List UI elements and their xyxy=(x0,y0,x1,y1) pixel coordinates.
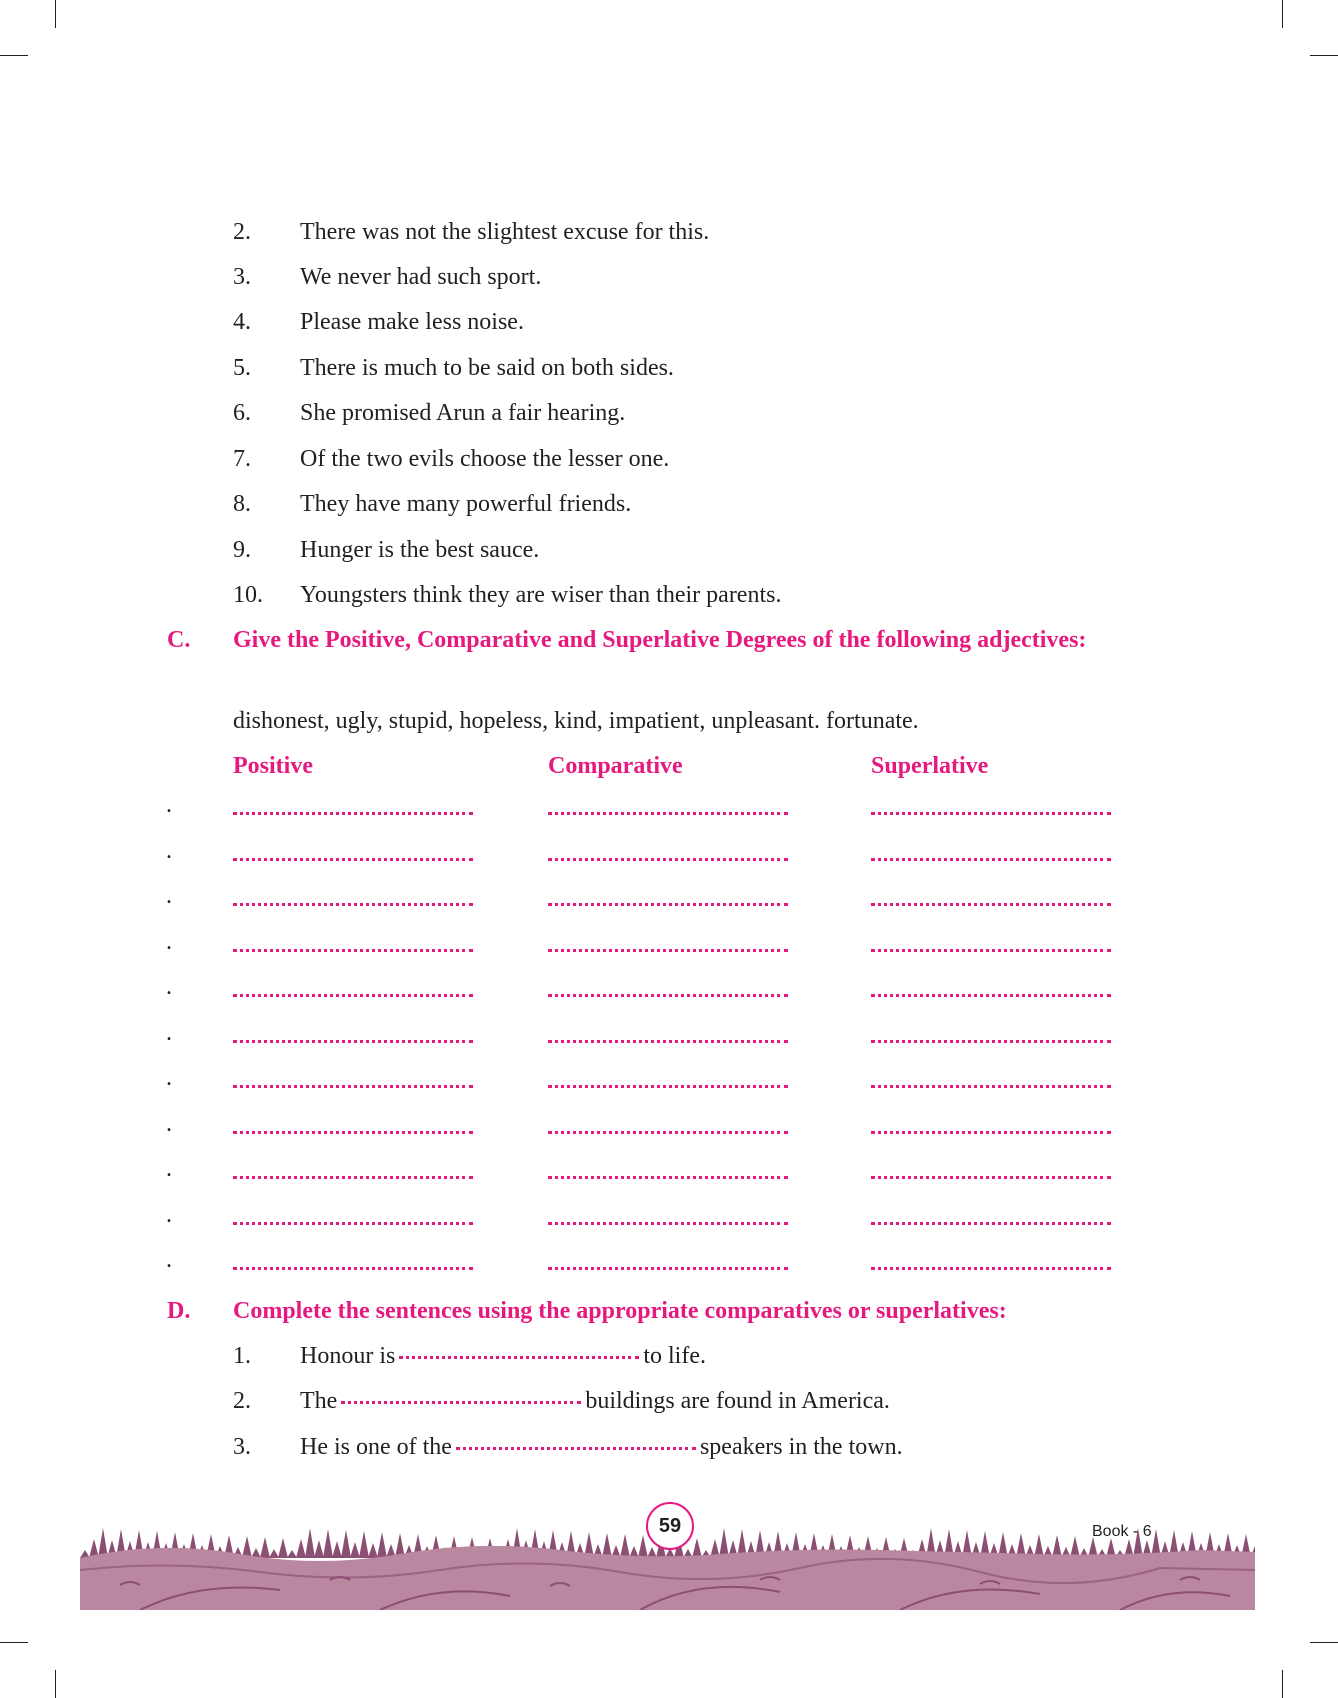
row-marker: . xyxy=(166,792,172,818)
comparative-blank[interactable] xyxy=(548,1222,788,1225)
row-marker: . xyxy=(166,883,172,909)
superlative-blank[interactable] xyxy=(871,1222,1111,1225)
tree-shape xyxy=(296,1539,306,1558)
positive-blank[interactable] xyxy=(233,994,473,997)
comparative-blank[interactable] xyxy=(548,812,788,815)
comparative-blank[interactable] xyxy=(548,1085,788,1088)
superlative-blank[interactable] xyxy=(871,903,1111,906)
tree-shape xyxy=(269,1549,279,1558)
row-marker: . xyxy=(166,1247,172,1273)
superlative-blank[interactable] xyxy=(871,858,1111,861)
answer-blank[interactable] xyxy=(456,1447,696,1450)
book-label: Book - 6 xyxy=(1092,1523,1152,1540)
tree-shape xyxy=(287,1550,297,1558)
superlative-blank[interactable] xyxy=(871,812,1111,815)
crop-mark xyxy=(0,1642,28,1643)
positive-blank[interactable] xyxy=(233,949,473,952)
comparative-blank[interactable] xyxy=(548,1131,788,1134)
row-marker: . xyxy=(166,1065,172,1091)
crop-mark xyxy=(1282,0,1283,28)
comparative-blank[interactable] xyxy=(548,1267,788,1270)
tree-shape xyxy=(602,1533,612,1558)
superlative-blank[interactable] xyxy=(871,1040,1111,1043)
crop-mark xyxy=(55,1670,56,1698)
positive-blank[interactable] xyxy=(233,812,473,815)
positive-blank[interactable] xyxy=(233,1222,473,1225)
tree-shape xyxy=(350,1542,360,1558)
positive-blank[interactable] xyxy=(233,903,473,906)
crop-mark xyxy=(1282,1670,1283,1698)
crop-mark xyxy=(0,55,28,56)
comparative-blank[interactable] xyxy=(548,858,788,861)
row-marker: . xyxy=(166,1156,172,1182)
row-marker: . xyxy=(166,1019,172,1046)
positive-blank[interactable] xyxy=(233,858,473,861)
tree-shape xyxy=(323,1529,333,1558)
comparative-blank[interactable] xyxy=(548,1040,788,1043)
tree-shape xyxy=(260,1537,270,1558)
header-superlative: Superlative xyxy=(871,753,989,779)
answer-blank[interactable] xyxy=(399,1356,639,1359)
tree-shape xyxy=(692,1538,702,1558)
tree-shape xyxy=(341,1530,351,1558)
row-marker: . xyxy=(166,928,172,955)
row-marker: . xyxy=(166,837,172,864)
tree-shape xyxy=(332,1541,342,1558)
row-marker: . xyxy=(166,974,172,1000)
positive-blank[interactable] xyxy=(233,1085,473,1088)
tree-shape xyxy=(278,1538,288,1558)
answer-blank[interactable] xyxy=(341,1401,581,1404)
positive-blank[interactable] xyxy=(233,1267,473,1270)
superlative-blank[interactable] xyxy=(871,1176,1111,1179)
row-marker: . xyxy=(166,1110,172,1137)
crop-mark xyxy=(1310,1642,1338,1643)
superlative-blank[interactable] xyxy=(871,1267,1111,1270)
tree-shape xyxy=(638,1535,648,1558)
crop-mark xyxy=(1310,55,1338,56)
positive-blank[interactable] xyxy=(233,1176,473,1179)
superlative-blank[interactable] xyxy=(871,994,1111,997)
header-positive: Positive xyxy=(233,753,313,779)
tree-shape xyxy=(305,1528,315,1558)
superlative-blank[interactable] xyxy=(871,1085,1111,1088)
comparative-blank[interactable] xyxy=(548,949,788,952)
row-marker: . xyxy=(166,1201,172,1228)
tree-shape xyxy=(620,1534,630,1558)
crop-mark xyxy=(55,0,56,28)
comparative-blank[interactable] xyxy=(548,994,788,997)
positive-blank[interactable] xyxy=(233,1040,473,1043)
tree-shape xyxy=(359,1531,369,1558)
tree-shape xyxy=(314,1540,324,1558)
tree-shape xyxy=(368,1543,378,1558)
comparative-blank[interactable] xyxy=(548,1176,788,1179)
positive-blank[interactable] xyxy=(233,1131,473,1134)
tree-shape xyxy=(377,1532,387,1558)
comparative-blank[interactable] xyxy=(548,903,788,906)
page-number: 59 xyxy=(646,1502,694,1550)
header-comparative: Comparative xyxy=(548,753,683,779)
superlative-blank[interactable] xyxy=(871,949,1111,952)
superlative-blank[interactable] xyxy=(871,1131,1111,1134)
